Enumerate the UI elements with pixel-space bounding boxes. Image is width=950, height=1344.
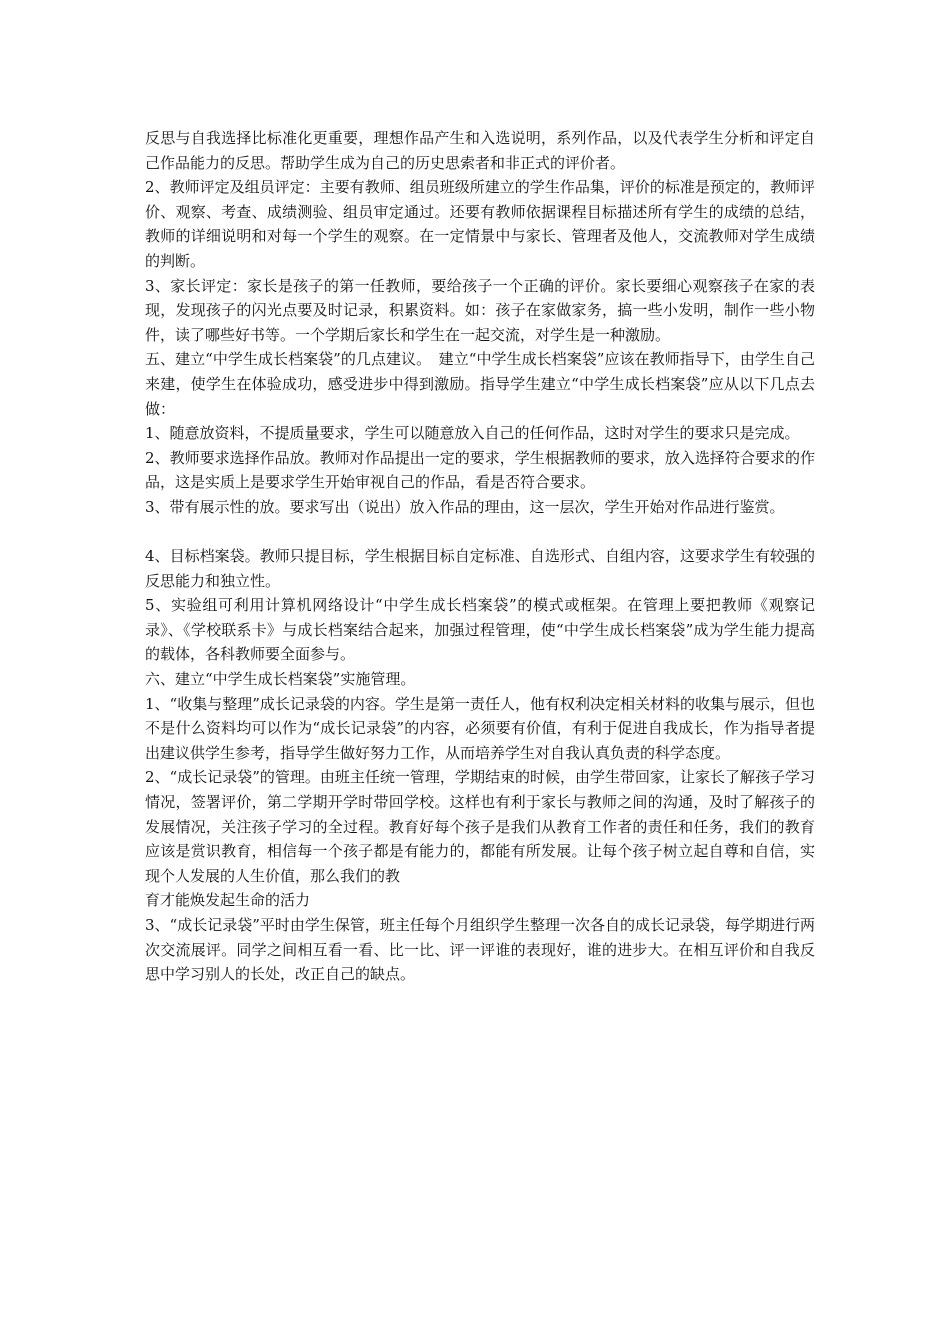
blank-line bbox=[145, 520, 815, 545]
management-item-1: 1、“收集与整理”成长记录袋的内容。学生是第一责任人，他有权利决定相关材料的收集与展示，但也不是什么资料均可以作为“成长记录袋”的内容，必须要有价值，有利于促进自我成长，作为指导者提出建议供学生参考，指导学生做好努力工作，从而培养学生对自我认真负责的科学态度。 bbox=[145, 694, 815, 762]
paragraph-reflection: 反思与自我选择比标准化更重要，理想作品产生和入选说明，系列作品，以及代表学生分析和评定自己作品能力的反思。帮助学生成为自己的历史思索者和非正式的评价者。 bbox=[145, 129, 815, 172]
list-item-4: 4、目标档案袋。教师只提目标，学生根据目标自定标准、自选形式、自组内容，这要求学生有较强的反思能力和独立性。 bbox=[145, 547, 815, 590]
list-item-2: 2、教师要求选择作品放。教师对作品提出一定的要求，学生根据教师的要求，放入选择符合要求的作品，这是实质上是要求学生开始审视自己的作品，看是否符合要求。 bbox=[145, 448, 815, 492]
list-item-3: 3、带有展示性的放。要求写出（说出）放入作品的理由，这一层次，学生开始对作品进行鉴赏。 bbox=[145, 497, 785, 516]
list-item-1: 1、随意放资料，不提质量要求，学生可以随意放入自己的任何作品，这时对学生的要求只是完成。 bbox=[145, 424, 800, 443]
management-item-2: 2、“成长记录袋”的管理。由班主任统一管理，学期结束的时候，由学生带回家，让家长了解孩子学习情况，签署评价，第二学期开学时带回学校。这样也有利于家长与教师之间的沟通，及时了解孩子的发展情况，关注孩子学习的全过程。教育好每个孩子是我们从教育工作者的责任和任务，我们的教育应该是赏识教育，相信每一个孩子都是有能力的，都能有所发展。让每个孩子树立起自尊和自信，实现个人发展的人生价值，那么我们的教 bbox=[145, 768, 815, 885]
paragraph-teacher-evaluation: 2、教师评定及组员评定：主要有教师、组员班级所建立的学生作品集，评价的标准是预定的，教师评价、观察、考查、成绩测验、组员审定通过。还要有教师依据课程目标描述所有学生的成绩的总结，教师的详细说明和对每一个学生的观察。在一定情景中与家长、管理者及他人，交流教师对学生成绩的判断。 bbox=[145, 178, 815, 270]
section-heading-six: 六、建立“中学生成长档案袋”实施管理。 bbox=[145, 670, 416, 689]
document-body bbox=[145, 126, 815, 987]
paragraph-parent-evaluation: 3、家长评定：家长是孩子的第一任教师，要给孩子一个正确的评价。家长要细心观察孩子在家的表现，发现孩子的闪光点要及时记录，积累资料。如：孩子在家做家务，搞一些小发明，制作一些小物件，读了哪些好书等。一个学期后家长和学生在一起交流，对学生是一种激励。 bbox=[145, 276, 815, 344]
management-item-3: 3、“成长记录袋”平时由学生保管，班主任每个月组织学生整理一次各自的成长记录袋，每学期进行两次交流展评。同学之间相互看一看、比一比、评一评谁的表现好，谁的进步大。在相互评价和自我反思中学习别人的长处，改正自己的缺点。 bbox=[145, 916, 815, 984]
section-heading-five: 五、建立“中学生成长档案袋”的几点建议。 建立“中学生成长档案袋”应该在教师指导下，由学生自己来建，使学生在体验成功，感受进步中得到激励。指导学生建立“中学生成长档案袋”应从以下几点去做： bbox=[145, 350, 815, 418]
list-item-5: 5、实验组可利用计算机网络设计“中学生成长档案袋”的模式或框架。在管理上要把教师《观察记录》、《学校联系卡》与成长档案结合起来，加强过程管理，使“中学生成长档案袋”成为学生能力提高的载体，各科教师要全面参与。 bbox=[145, 596, 815, 664]
management-item-2-continued: 育才能焕发起生命的活力 bbox=[145, 891, 311, 910]
